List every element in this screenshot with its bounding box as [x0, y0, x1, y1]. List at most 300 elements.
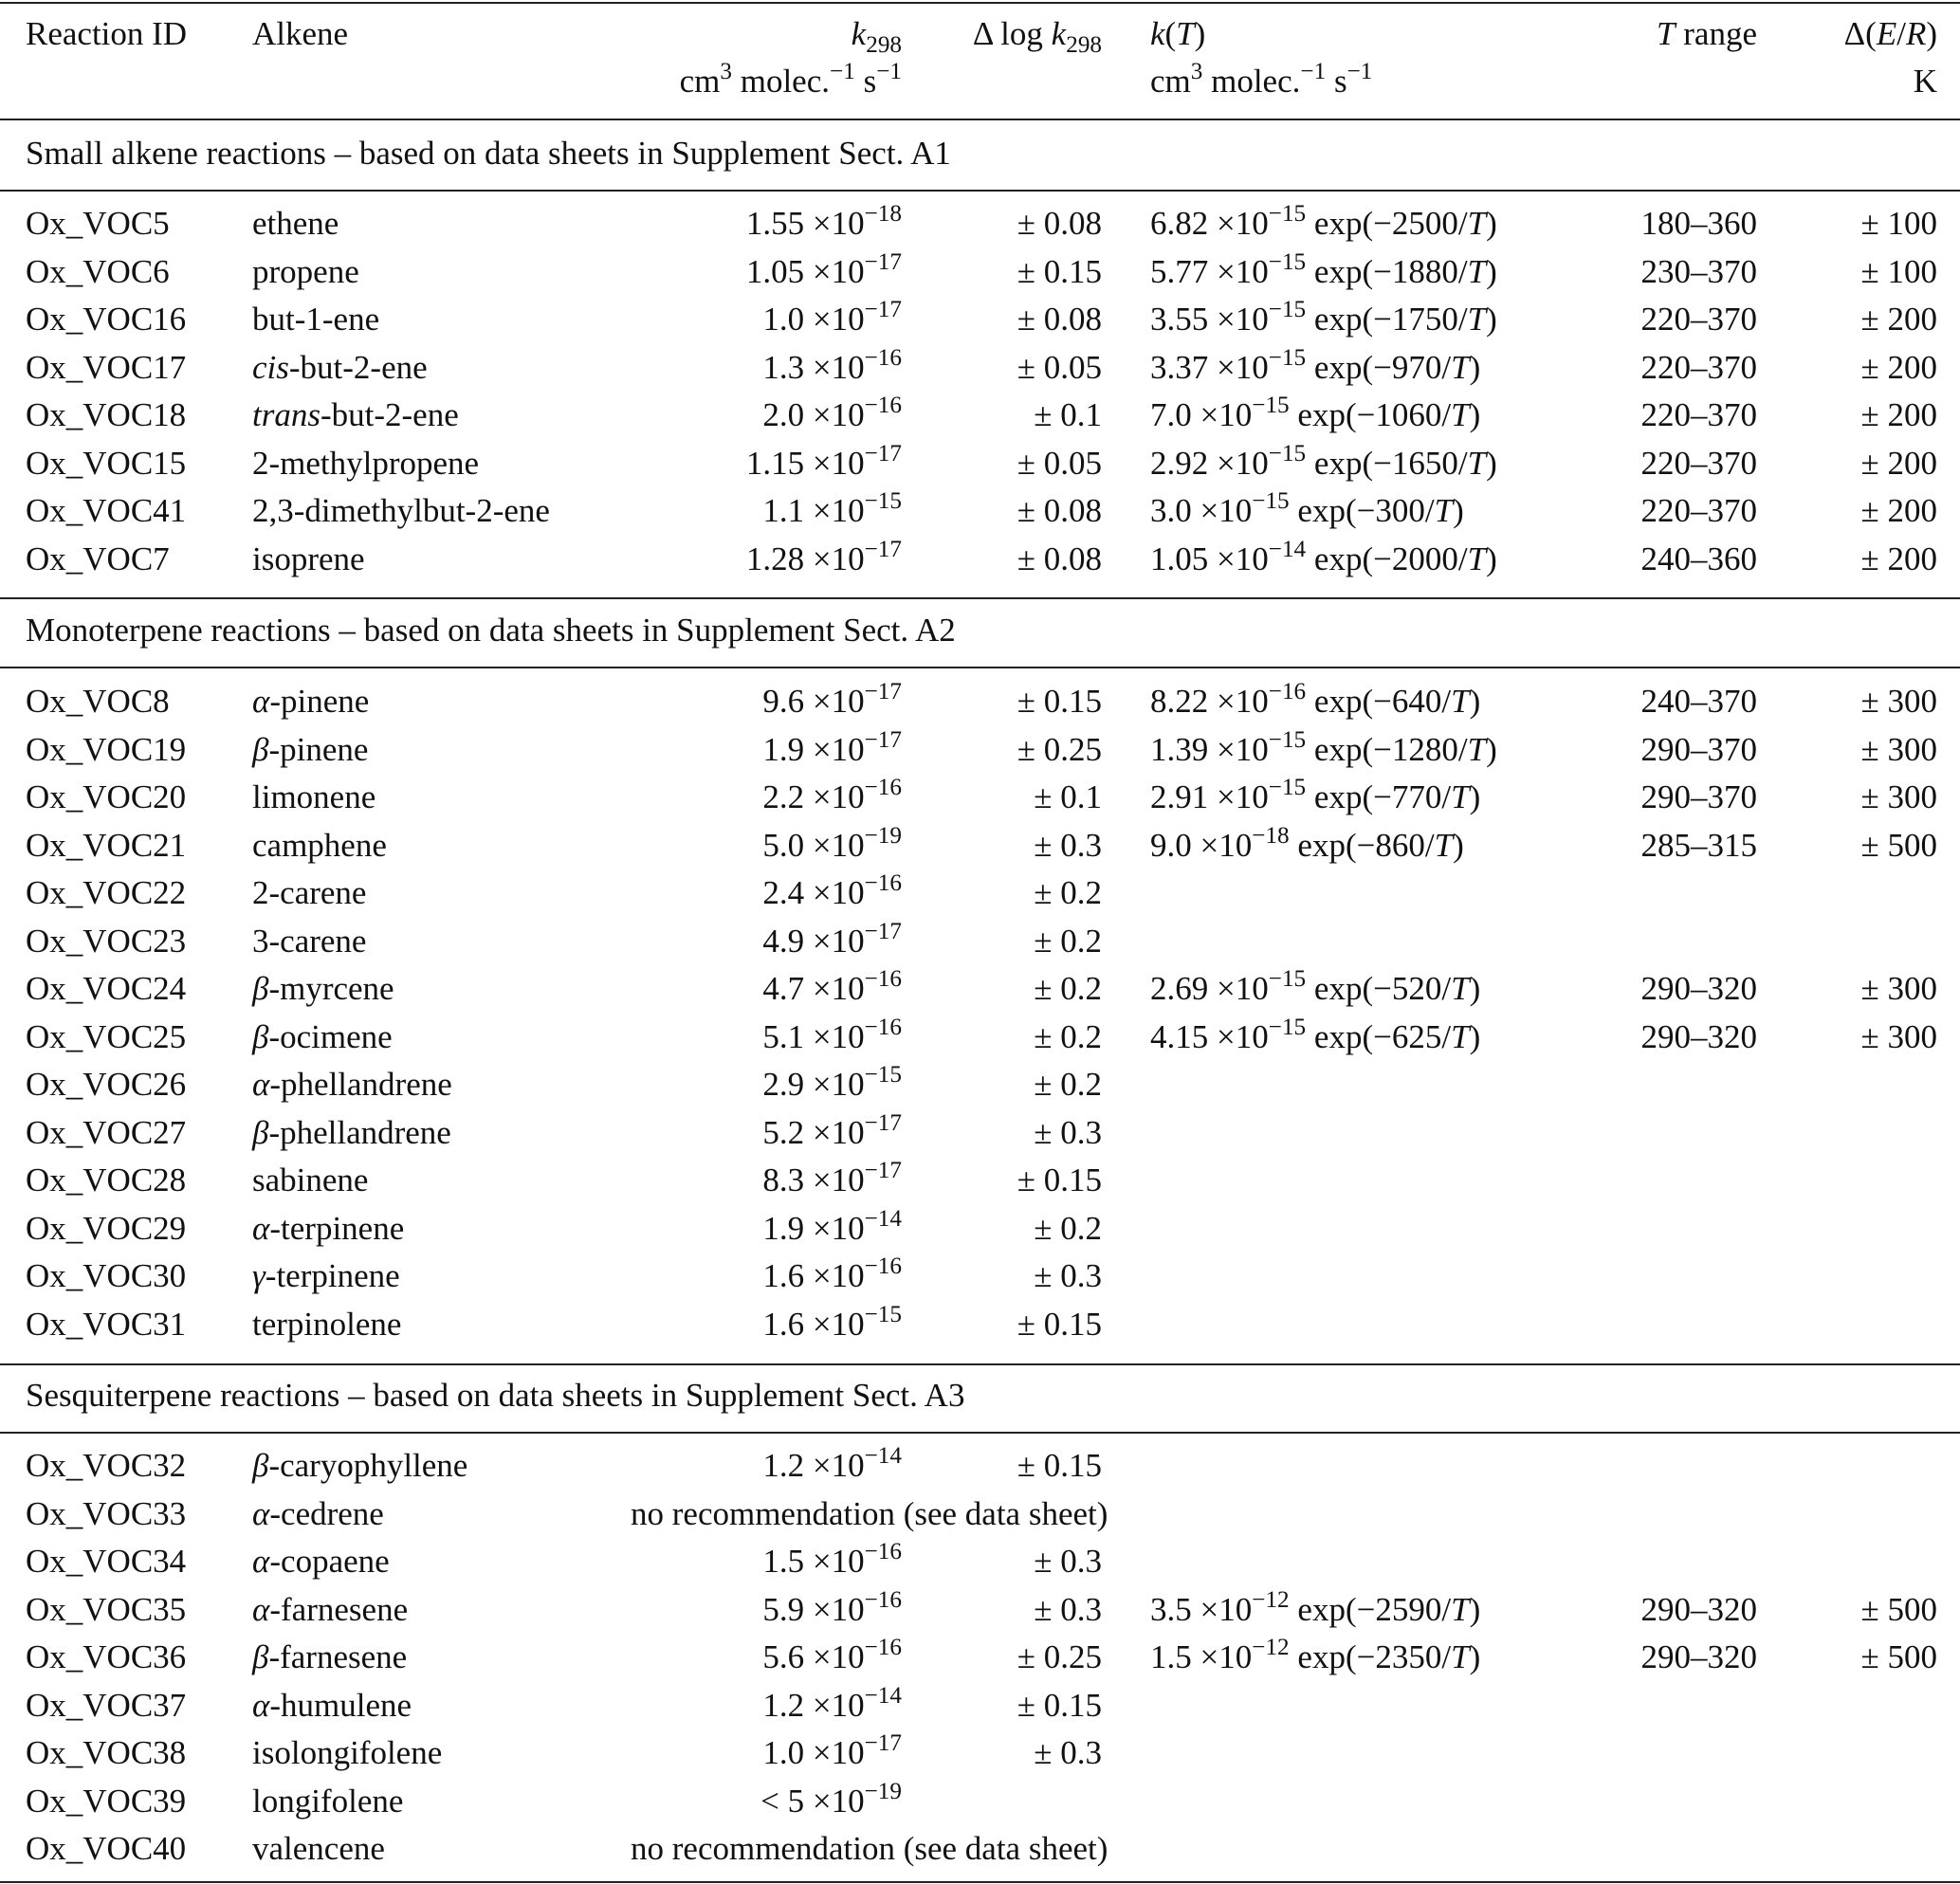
temperature-range: 220–370 [1640, 492, 1757, 529]
dlogk-value: ± 0.15 [1017, 1686, 1102, 1724]
header-rule [0, 119, 1960, 120]
k298-value: $1.0 \times 10^{-17}$ [762, 297, 902, 338]
alkene-label: -farnesene [269, 1590, 409, 1628]
k298-mantissa: 5.6 [762, 1638, 805, 1675]
kT-activation: −2350 [1356, 1638, 1442, 1675]
alkene-label: -pinene [269, 683, 370, 720]
k298-value: $9.6 \times 10^{-17}$ [762, 679, 902, 720]
table-row [0, 725, 1960, 774]
alkene-label: -pinene [268, 730, 369, 768]
dlogk-value: ± 0.08 [1017, 540, 1102, 577]
header-de-unit: K [1913, 63, 1937, 100]
alkene-name [252, 391, 459, 439]
dlogk-value: ± 0.25 [1017, 1638, 1102, 1675]
reaction-id: Ox_VOC6 [26, 252, 170, 290]
section-rule [0, 1363, 1960, 1365]
alkene-label: longifolene [252, 1782, 404, 1820]
table-row [0, 439, 1960, 487]
delta-e-over-r: ± 200 [1860, 540, 1937, 577]
k298-exponent: −15 [864, 488, 902, 515]
alkene-label: 2-carene [252, 874, 367, 911]
k298-exponent: −17 [864, 918, 902, 944]
k298-exponent: −16 [864, 1014, 902, 1040]
alkene-name [252, 1156, 368, 1204]
alkene-name [252, 1633, 407, 1681]
kT-temperature-symbol: T [1451, 970, 1470, 1007]
k298-exponent: −17 [864, 1730, 902, 1757]
alkene-name [252, 439, 479, 487]
dlogk-value: ± 0.3 [1034, 1590, 1102, 1628]
temperature-range: 180–360 [1640, 205, 1757, 242]
temperature-range: 220–370 [1640, 444, 1757, 482]
kT-temperature-symbol: T [1451, 1017, 1470, 1055]
kT-activation: −1280 [1373, 730, 1458, 768]
table-row [0, 917, 1960, 965]
alkene-label: valencene [252, 1830, 385, 1867]
table-row [0, 1252, 1960, 1300]
reaction-id: Ox_VOC21 [26, 826, 187, 864]
kT-exponent: −15 [1268, 726, 1307, 753]
k298-exponent: −17 [864, 440, 902, 466]
reaction-id: Ox_VOC24 [26, 970, 187, 1007]
kT-activation: −860 [1356, 826, 1425, 864]
alkene-name [252, 1252, 400, 1300]
kT-temperature-symbol: T [1451, 1638, 1470, 1675]
kT-temperature-symbol: T [1451, 1590, 1470, 1628]
k298-value: $1.2 \times 10^{-14}$ [762, 1682, 902, 1724]
alkene-label: -terpinene [269, 1209, 405, 1247]
reaction-id: Ox_VOC7 [26, 540, 170, 577]
table-row [0, 1108, 1960, 1157]
table-row [0, 535, 1960, 583]
alkene-name [252, 535, 365, 583]
kT-expression: $5.77 \times 10^{-15}$ exp(−1880/T) [1150, 248, 1497, 290]
k298-value: $1.5 \times 10^{-16}$ [762, 1539, 902, 1580]
k298-exponent: −16 [864, 870, 902, 897]
dlogk-value: ± 0.2 [1034, 1209, 1102, 1247]
alkene-name [252, 869, 366, 917]
table-row [0, 1585, 1960, 1634]
k298-mantissa: 5.9 [762, 1590, 805, 1628]
alkene-name [252, 1490, 384, 1538]
kT-expression: $3.55 \times 10^{-15}$ exp(−1750/T) [1150, 297, 1497, 338]
delta-e-over-r: ± 500 [1860, 1638, 1937, 1675]
reaction-id: Ox_VOC30 [26, 1257, 187, 1294]
kT-mantissa: 3.55 [1150, 301, 1209, 338]
kT-activation: −625 [1373, 1017, 1442, 1055]
alkene-name [252, 725, 368, 774]
k298-mantissa: 1.6 [762, 1257, 805, 1294]
dlogk-value: ± 0.15 [1017, 683, 1102, 720]
kT-exponent: −15 [1268, 966, 1307, 993]
kT-exponent: −15 [1268, 344, 1307, 371]
k298-value: $1.55 \times 10^{-18}$ [745, 201, 902, 242]
kT-exponent: −15 [1268, 248, 1307, 275]
alkene-name [252, 199, 339, 247]
kT-temperature-symbol: T [1467, 444, 1487, 482]
k298-exponent: −14 [864, 1443, 902, 1470]
header-kt: k(T) [1150, 15, 1206, 52]
k298-mantissa: 1.9 [762, 1209, 805, 1247]
header-k298-unit: $cm^3$ molec.$^{-1}$ $s^{-1}$ [679, 59, 902, 100]
kT-activation: −770 [1373, 778, 1442, 815]
alkene-name [252, 1585, 408, 1634]
k298-exponent: −15 [864, 1062, 902, 1088]
table-row [0, 869, 1960, 917]
table-row [0, 1060, 1960, 1108]
section-rule [0, 597, 1960, 599]
kT-activation: −1060 [1356, 396, 1442, 433]
dlogk-value: ± 0.3 [1034, 1543, 1102, 1580]
alkene-label: 2-methylpropene [252, 444, 480, 482]
k298-mantissa: 1.0 [762, 301, 805, 338]
header-alkene: Alkene [252, 15, 349, 52]
kT-activation: −1650 [1373, 444, 1458, 482]
k298-value: $1.0 \times 10^{-17}$ [762, 1730, 902, 1771]
kT-expression: $1.05 \times 10^{-14}$ exp(−2000/T) [1150, 536, 1497, 577]
alkene-prefix: α [252, 1209, 270, 1247]
reaction-id: Ox_VOC18 [26, 396, 187, 433]
kT-exponent: −15 [1252, 488, 1290, 515]
k298-mantissa: 1.2 [762, 1686, 805, 1724]
reaction-id: Ox_VOC38 [26, 1734, 187, 1771]
table-row [0, 677, 1960, 725]
kT-temperature-symbol: T [1451, 683, 1470, 720]
kT-expression: $3.5 \times 10^{-12}$ exp(−2590/T) [1150, 1586, 1481, 1628]
k298-value: $1.9 \times 10^{-14}$ [762, 1205, 902, 1247]
k298-exponent: −16 [864, 344, 902, 371]
dlogk-value: ± 0.05 [1017, 444, 1102, 482]
delta-e-over-r: ± 500 [1860, 826, 1937, 864]
kT-mantissa: 1.39 [1150, 730, 1209, 768]
kT-exponent: −15 [1268, 201, 1307, 228]
kT-activation: −1880 [1373, 252, 1458, 290]
kT-activation: −300 [1356, 492, 1425, 529]
kT-mantissa: 2.92 [1150, 444, 1209, 482]
dlogk-value: ± 0.15 [1017, 252, 1102, 290]
header-de: Δ(E/R) [1843, 15, 1937, 52]
table-row [0, 295, 1960, 343]
k298-value: < $5 \times 10^{-19}$ [760, 1778, 902, 1820]
reaction-id: Ox_VOC27 [26, 1113, 187, 1151]
k298-exponent: −15 [864, 1301, 902, 1327]
kT-temperature-symbol: T [1467, 540, 1487, 577]
delta-e-over-r: ± 500 [1860, 1590, 1937, 1628]
k298-value: $2.9 \times 10^{-15}$ [762, 1062, 902, 1103]
k298-exponent: −19 [864, 822, 902, 849]
alkene-name [252, 247, 359, 296]
k298-mantissa: 2.0 [762, 396, 805, 433]
delta-e-over-r: ± 100 [1860, 205, 1937, 242]
dlogk-value: ± 0.25 [1017, 730, 1102, 768]
k298-value: $1.28 \times 10^{-17}$ [745, 536, 902, 577]
k298-value: $5.2 \times 10^{-17}$ [762, 1109, 902, 1151]
dlogk-value: ± 0.15 [1017, 1161, 1102, 1198]
k298-value: $1.6 \times 10^{-15}$ [762, 1301, 902, 1343]
k298-value: $1.05 \times 10^{-17}$ [745, 248, 902, 290]
alkene-prefix: β [252, 1638, 269, 1675]
table-row [0, 391, 1960, 439]
alkene-name [252, 964, 394, 1013]
delta-e-over-r: ± 100 [1860, 252, 1937, 290]
kT-mantissa: 6.82 [1150, 205, 1209, 242]
k298-exponent: −17 [864, 248, 902, 275]
table-row [0, 1633, 1960, 1681]
alkene-name [252, 486, 550, 535]
kT-expression: $9.0 \times 10^{-18}$ exp(−860/T) [1150, 822, 1464, 864]
reaction-id: Ox_VOC28 [26, 1161, 187, 1198]
dlogk-value: ± 0.3 [1034, 1113, 1102, 1151]
reaction-id: Ox_VOC15 [26, 444, 187, 482]
reaction-id: Ox_VOC31 [26, 1305, 187, 1343]
reaction-id: Ox_VOC20 [26, 778, 187, 815]
kT-expression: $8.22 \times 10^{-16}$ exp(−640/T) [1150, 679, 1481, 720]
dlogk-value: ± 0.2 [1034, 922, 1102, 960]
reaction-id: Ox_VOC32 [26, 1447, 187, 1484]
delta-e-over-r: ± 300 [1860, 970, 1937, 1007]
alkene-prefix: β [252, 1017, 269, 1055]
table-row [0, 247, 1960, 296]
k298-mantissa: 1.1 [762, 492, 805, 529]
table-row [0, 343, 1960, 392]
kT-temperature-symbol: T [1434, 826, 1454, 864]
k298-exponent: −16 [864, 775, 902, 801]
k298-exponent: −17 [864, 726, 902, 753]
k298-value: $2.2 \times 10^{-16}$ [762, 775, 902, 815]
k298-mantissa: 1.9 [762, 730, 805, 768]
k298-mantissa: 1.0 [762, 1734, 805, 1771]
alkene-prefix: α [252, 683, 270, 720]
kT-exponent: −15 [1268, 297, 1307, 323]
k298-mantissa: 2.4 [762, 874, 805, 911]
reaction-id: Ox_VOC41 [26, 492, 187, 529]
dlogk-value: ± 0.08 [1017, 205, 1102, 242]
alkene-label: terpinolene [252, 1305, 402, 1343]
table-row [0, 1537, 1960, 1585]
alkene-label: -caryophyllene [268, 1447, 468, 1484]
alkene-prefix: α [252, 1590, 270, 1628]
alkene-prefix: β [252, 730, 269, 768]
temperature-range: 290–320 [1640, 1017, 1757, 1055]
alkene-label: -ocimene [268, 1017, 393, 1055]
k298-exponent: −16 [864, 966, 902, 993]
kT-temperature-symbol: T [1451, 348, 1470, 386]
k298-value: $5.9 \times 10^{-16}$ [762, 1586, 902, 1628]
section-title: Monoterpene reactions – based on data sheets in Supplement Sect. A2 [26, 612, 956, 649]
table-row [0, 1681, 1960, 1729]
section-title: Sesquiterpene reactions – based on data sheets in Supplement Sect. A3 [26, 1377, 965, 1414]
k298-value: $4.7 \times 10^{-16}$ [762, 966, 902, 1007]
alkene-name [252, 1204, 404, 1253]
alkene-label: -myrcene [268, 970, 394, 1007]
alkene-prefix: β [252, 1447, 269, 1484]
alkene-label: -phellandrene [269, 1066, 452, 1103]
section-title-rule [0, 1432, 1960, 1434]
temperature-range: 240–360 [1640, 540, 1757, 577]
kT-mantissa: 3.37 [1150, 348, 1209, 386]
temperature-range: 220–370 [1640, 301, 1757, 338]
kT-expression: $1.39 \times 10^{-15}$ exp(−1280/T) [1150, 726, 1497, 768]
kT-activation: −520 [1373, 970, 1442, 1007]
no-recommendation-note: no recommendation (see data sheet) [631, 1830, 1108, 1867]
delta-e-over-r: ± 200 [1860, 348, 1937, 386]
k298-value: $1.15 \times 10^{-17}$ [745, 440, 902, 482]
header-kt-unit: $cm^3$ molec.$^{-1}$ $s^{-1}$ [1150, 59, 1373, 100]
temperature-range: 290–320 [1640, 1590, 1757, 1628]
section-title: Small alkene reactions – based on data sheets in Supplement Sect. A1 [26, 135, 951, 172]
kT-exponent: −18 [1252, 822, 1290, 849]
k298-mantissa: 1.3 [762, 348, 805, 386]
k298-value: $5.0 \times 10^{-19}$ [762, 822, 902, 864]
alkene-label: -phellandrene [268, 1113, 451, 1151]
alkene-name [252, 295, 379, 343]
alkene-name [252, 1729, 442, 1777]
kT-temperature-symbol: T [1451, 778, 1470, 815]
k298-mantissa: 9.6 [762, 683, 805, 720]
k298-exponent: −16 [864, 1253, 902, 1280]
k298-value: $1.3 \times 10^{-16}$ [762, 344, 902, 386]
dlogk-value: ± 0.2 [1034, 1017, 1102, 1055]
alkene-name [252, 1537, 390, 1585]
dlogk-value: ± 0.3 [1034, 1257, 1102, 1294]
kT-mantissa: 2.91 [1150, 778, 1209, 815]
table-row [0, 1824, 1960, 1873]
alkene-label: isoprene [252, 540, 365, 577]
alkene-label: limonene [252, 778, 376, 815]
dlogk-value: ± 0.1 [1034, 396, 1102, 433]
kT-expression: $7.0 \times 10^{-15}$ exp(−1060/T) [1150, 393, 1481, 433]
kT-activation: −2000 [1373, 540, 1458, 577]
alkene-name [252, 1060, 452, 1108]
reaction-id: Ox_VOC39 [26, 1782, 187, 1820]
alkene-label: -farnesene [268, 1638, 408, 1675]
k298-value: $2.4 \times 10^{-16}$ [762, 870, 902, 911]
k298-mantissa: 4.7 [762, 970, 805, 1007]
kT-activation: −2500 [1373, 205, 1458, 242]
kT-mantissa: 4.15 [1150, 1017, 1209, 1055]
kT-mantissa: 9.0 [1150, 826, 1192, 864]
kT-expression: $1.5 \times 10^{-12}$ exp(−2350/T) [1150, 1635, 1481, 1675]
kT-temperature-symbol: T [1434, 492, 1454, 529]
reaction-id: Ox_VOC17 [26, 348, 187, 386]
alkene-name [252, 1441, 467, 1490]
table-row [0, 1490, 1960, 1538]
alkene-name [252, 1681, 412, 1729]
dlogk-value: ± 0.2 [1034, 874, 1102, 911]
kT-activation: −970 [1373, 348, 1442, 386]
table-row [0, 964, 1960, 1013]
k298-value: $5.1 \times 10^{-16}$ [762, 1014, 902, 1055]
alkene-name [252, 1013, 393, 1061]
alkene-name [252, 1824, 385, 1873]
alkene-name [252, 1777, 403, 1825]
delta-e-over-r: ± 200 [1860, 396, 1937, 433]
kT-mantissa: 1.05 [1150, 540, 1209, 577]
k298-exponent: −14 [864, 1205, 902, 1232]
dlogk-value: ± 0.1 [1034, 778, 1102, 815]
alkene-name [252, 1108, 451, 1157]
k298-exponent: −19 [864, 1778, 902, 1804]
k298-exponent: −16 [864, 393, 902, 419]
alkene-label: -cedrene [269, 1494, 384, 1532]
reaction-id: Ox_VOC29 [26, 1209, 187, 1247]
section-title-rule [0, 667, 1960, 668]
k298-mantissa: 5.1 [762, 1017, 805, 1055]
alkene-label: -but-2-ene [320, 396, 459, 433]
alkene-prefix: α [252, 1543, 270, 1580]
alkene-name [252, 773, 376, 821]
kT-temperature-symbol: T [1467, 252, 1487, 290]
alkene-prefix: α [252, 1494, 270, 1532]
kT-exponent: −15 [1268, 775, 1307, 801]
kT-exponent: −15 [1252, 393, 1290, 419]
temperature-range: 220–370 [1640, 348, 1757, 386]
k298-exponent: −18 [864, 201, 902, 228]
reaction-id: Ox_VOC26 [26, 1066, 187, 1103]
dlogk-value: ± 0.3 [1034, 826, 1102, 864]
reaction-id: Ox_VOC8 [26, 683, 170, 720]
temperature-range: 240–370 [1640, 683, 1757, 720]
delta-e-over-r: ± 300 [1860, 778, 1937, 815]
dlogk-value: ± 0.2 [1034, 970, 1102, 1007]
k298-value: $1.6 \times 10^{-16}$ [762, 1253, 902, 1294]
alkene-label: ethene [252, 205, 339, 242]
kT-activation: −1750 [1373, 301, 1458, 338]
kT-mantissa: 3.5 [1150, 1590, 1192, 1628]
alkene-prefix: cis [252, 348, 289, 386]
k298-mantissa: 1.5 [762, 1543, 805, 1580]
reaction-id: Ox_VOC36 [26, 1638, 187, 1675]
table-row [0, 1013, 1960, 1061]
k298-exponent: −14 [864, 1682, 902, 1709]
reaction-id: Ox_VOC34 [26, 1543, 187, 1580]
reaction-id: Ox_VOC5 [26, 205, 170, 242]
dlogk-value: ± 0.2 [1034, 1066, 1102, 1103]
table-row [0, 821, 1960, 869]
k298-mantissa: 1.2 [762, 1447, 805, 1484]
temperature-range: 285–315 [1640, 826, 1757, 864]
alkene-label: -humulene [269, 1686, 412, 1724]
reaction-id: Ox_VOC35 [26, 1590, 187, 1628]
k298-exponent: −17 [864, 1109, 902, 1136]
k298-mantissa: 1.15 [745, 444, 805, 482]
table-row [0, 1300, 1960, 1348]
kT-expression: $2.69 \times 10^{-15}$ exp(−520/T) [1150, 966, 1481, 1007]
dlogk-value: ± 0.08 [1017, 492, 1102, 529]
kT-mantissa: 8.22 [1150, 683, 1209, 720]
kT-exponent: −12 [1252, 1635, 1290, 1661]
delta-e-over-r: ± 300 [1860, 1017, 1937, 1055]
k298-exponent: −17 [864, 297, 902, 323]
table-row [0, 773, 1960, 821]
k298-exponent: −17 [864, 536, 902, 562]
kT-expression: $3.0 \times 10^{-15}$ exp(−300/T) [1150, 488, 1464, 529]
k298-value: $1.2 \times 10^{-14}$ [762, 1443, 902, 1484]
k298-mantissa: 1.05 [745, 252, 805, 290]
alkene-name [252, 343, 428, 392]
kT-exponent: −12 [1252, 1586, 1290, 1613]
table-row [0, 1441, 1960, 1490]
table-row [0, 1729, 1960, 1777]
delta-e-over-r: ± 200 [1860, 301, 1937, 338]
k298-value: $1.9 \times 10^{-17}$ [762, 726, 902, 768]
alkene-prefix: α [252, 1066, 270, 1103]
kT-mantissa: 2.69 [1150, 970, 1209, 1007]
kT-temperature-symbol: T [1467, 301, 1487, 338]
kT-exponent: −15 [1268, 1014, 1307, 1040]
no-recommendation-note: no recommendation (see data sheet) [631, 1494, 1108, 1532]
alkene-label: isolongifolene [252, 1734, 443, 1771]
